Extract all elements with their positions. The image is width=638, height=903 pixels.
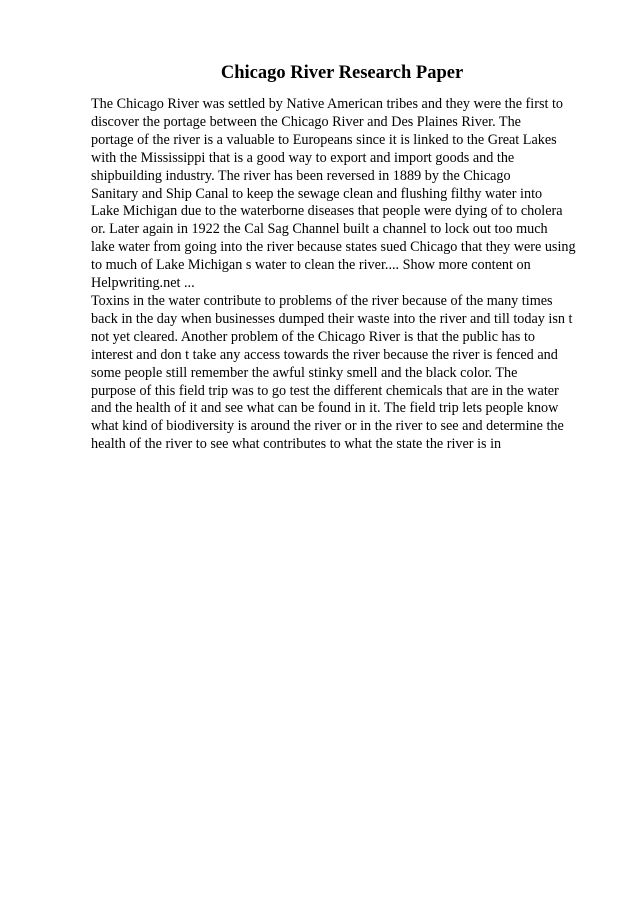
text-line: discover the portage between the Chicago River and Des Plaines River. The [91, 113, 521, 130]
text-line: shipbuilding industry. The river has been reversed in 1889 by the Chicago [91, 167, 511, 184]
body-text [91, 96, 591, 454]
text-line: back in the day when businesses dumped their waste into the river and till today isn t [91, 310, 573, 327]
text-line: interest and don t take any access towards the river because the river is fenced and [91, 346, 558, 363]
text-line: lake water from going into the river because states sued Chicago that they were using [91, 239, 576, 256]
text-line: Toxins in the water contribute to problems of the river because of the many times [91, 292, 553, 309]
text-line: Helpwriting.net ... [91, 275, 195, 292]
text-line: with the Mississippi that is a good way to export and import goods and the [91, 149, 515, 166]
text-line: portage of the river is a valuable to Europeans since it is linked to the Great Lakes [91, 131, 557, 148]
text-line: Lake Michigan due to the waterborne diseases that people were dying of to cholera [91, 203, 563, 220]
text-line: not yet cleared. Another problem of the Chicago River is that the public has to [91, 328, 536, 345]
text-line: or. Later again in 1922 the Cal Sag Channel built a channel to lock out too much [91, 221, 548, 238]
text-line: some people still remember the awful stinky smell and the black color. The [91, 364, 518, 381]
text-line: and the health of it and see what can be found in it. The field trip lets people know [91, 400, 559, 417]
text-line: purpose of this field trip was to go test the different chemicals that are in the water [91, 382, 559, 399]
text-line: what kind of biodiversity is around the river or in the river to see and determine the [91, 418, 564, 435]
text-line: Sanitary and Ship Canal to keep the sewage clean and flushing filthy water into [91, 185, 543, 202]
text-line: to much of Lake Michigan s water to clean the river.... Show more content on [91, 257, 531, 274]
text-line: The Chicago River was settled by Native American tribes and they were the first to [91, 96, 563, 112]
page-title: Chicago River Research Paper [220, 63, 464, 83]
text-line: health of the river to see what contributes to what the state the river is in [91, 436, 502, 453]
